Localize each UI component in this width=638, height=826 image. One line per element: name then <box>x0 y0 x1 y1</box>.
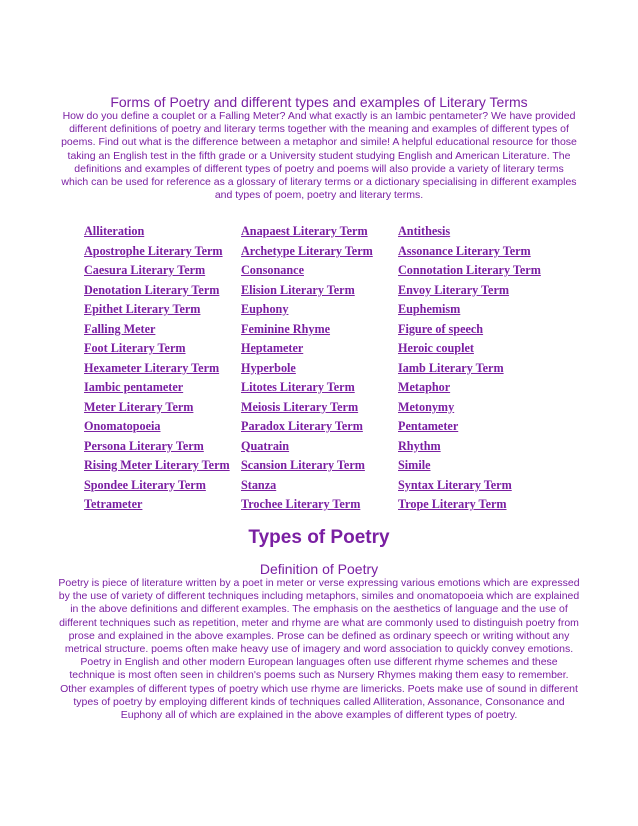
term-link[interactable]: Onomatopoeia <box>84 419 161 433</box>
term-link[interactable]: Pentameter <box>398 419 459 433</box>
term-link[interactable]: Antithesis <box>398 224 451 238</box>
term-link[interactable]: Simile <box>398 458 431 472</box>
term-link[interactable]: Iambic pentameter <box>84 380 184 394</box>
term-link[interactable]: Falling Meter <box>84 321 156 336</box>
term-link[interactable]: Envoy Literary Term <box>398 282 510 297</box>
term-link[interactable]: Hexameter Literary Term <box>84 360 220 375</box>
term-link[interactable]: Heptameter <box>241 341 304 355</box>
term-link[interactable]: Meiosis Literary Term <box>241 399 359 414</box>
term-link[interactable]: Epithet Literary Term <box>84 302 201 316</box>
term-link[interactable]: Consonance <box>241 263 304 277</box>
term-link[interactable]: Paradox Literary Term <box>241 419 363 433</box>
term-link[interactable]: Persona Literary Term <box>84 438 204 453</box>
page-title: Forms of Poetry and different types and examples of Literary Terms <box>110 94 528 110</box>
term-link[interactable]: Syntax Literary Term <box>398 477 512 492</box>
term-link[interactable]: Spondee Literary Term <box>84 477 206 492</box>
term-link[interactable]: Stanza <box>241 477 277 492</box>
term-link[interactable]: Litotes Literary Term <box>241 380 355 394</box>
term-link[interactable]: Apostrophe Literary Term <box>84 243 223 258</box>
term-link[interactable]: Denotation Literary Term <box>84 282 220 297</box>
term-link[interactable]: Anapaest Literary Term <box>241 224 368 238</box>
term-link[interactable]: Caesura Literary Term <box>84 263 206 277</box>
term-link[interactable]: Tetrameter <box>84 497 143 511</box>
term-link[interactable]: Foot Literary Term <box>84 341 186 355</box>
term-link[interactable]: Trope Literary Term <box>398 497 507 511</box>
definition-paragraph: Poetry is piece of literature written by a poet in meter or verse expressing various emotions which are expressed by the use of variety of different techniques including metaphors, similes and onomatopoeia which are explained in the above definitions and different examples. The emphasis on the aesthetics of language and the use of different techniques such as repetition, meter and rhyme are what are commonly used to distinguish poetry from prose and explained in the above examples. Prose can be defined as ordinary speech or writing without any metrical structure. poems often make heavy use of imagery and word association to quickly convey emotions. Poetry in English and other modern European languages often use different rhyme schemes and these technique is most often seen in children's poems such as Nursery Rhymes making them easy to remember. Other examples of different types of poetry which use rhyme are limericks. Poets make use of sound in different types of poetry by employing different kinds of techniques called Alliteration, Assonance, Consonance and Euphony all of which are explained in the above examples of different types of poetry. <box>58 577 580 722</box>
term-link[interactable]: Meter Literary Term <box>84 399 194 414</box>
term-link[interactable]: Assonance Literary Term <box>398 243 531 258</box>
literary-terms-grid <box>84 222 564 515</box>
term-link[interactable]: Elision Literary Term <box>241 282 355 297</box>
term-link[interactable]: Figure of speech <box>398 321 484 336</box>
term-link[interactable]: Rising Meter Literary Term <box>84 458 230 472</box>
term-link[interactable]: Connotation Literary Term <box>398 263 541 277</box>
term-link[interactable]: Heroic couplet <box>398 341 474 355</box>
term-link[interactable]: Rhythm <box>398 438 441 453</box>
term-link[interactable]: Hyperbole <box>241 360 296 375</box>
term-link[interactable]: Scansion Literary Term <box>241 458 365 472</box>
section-heading: Types of Poetry <box>248 527 390 548</box>
term-link[interactable]: Iamb Literary Term <box>398 360 504 375</box>
term-link[interactable]: Euphony <box>241 302 289 316</box>
term-link[interactable]: Quatrain <box>241 438 290 453</box>
term-link[interactable]: Euphemism <box>398 302 461 316</box>
term-link[interactable]: Archetype Literary Term <box>241 243 373 258</box>
term-link[interactable]: Feminine Rhyme <box>241 321 331 336</box>
term-link[interactable]: Metaphor <box>398 380 451 394</box>
section-subheading: Definition of Poetry <box>259 561 379 577</box>
term-link[interactable]: Metonymy <box>398 399 455 414</box>
intro-paragraph: How do you define a couplet or a Falling Meter? And what exactly is an Iambic pentameter? We have provided different definitions of poetry and literary terms together with the meaning and examples of different types of poems. Find out what is the difference between a metaphor and simile! A helpful educational resource for those taking an English test in the fifth grade or a University student studying English and American Literature. The definitions and examples of different types of poetry and poems will also provide a variety of literary terms which can be used for reference as a glossary of literary terms or a dictionary specialising in different examples and types of poem, poetry and literary terms. <box>61 110 577 202</box>
term-link[interactable]: Alliteration <box>84 224 145 238</box>
term-link[interactable]: Trochee Literary Term <box>241 497 361 511</box>
